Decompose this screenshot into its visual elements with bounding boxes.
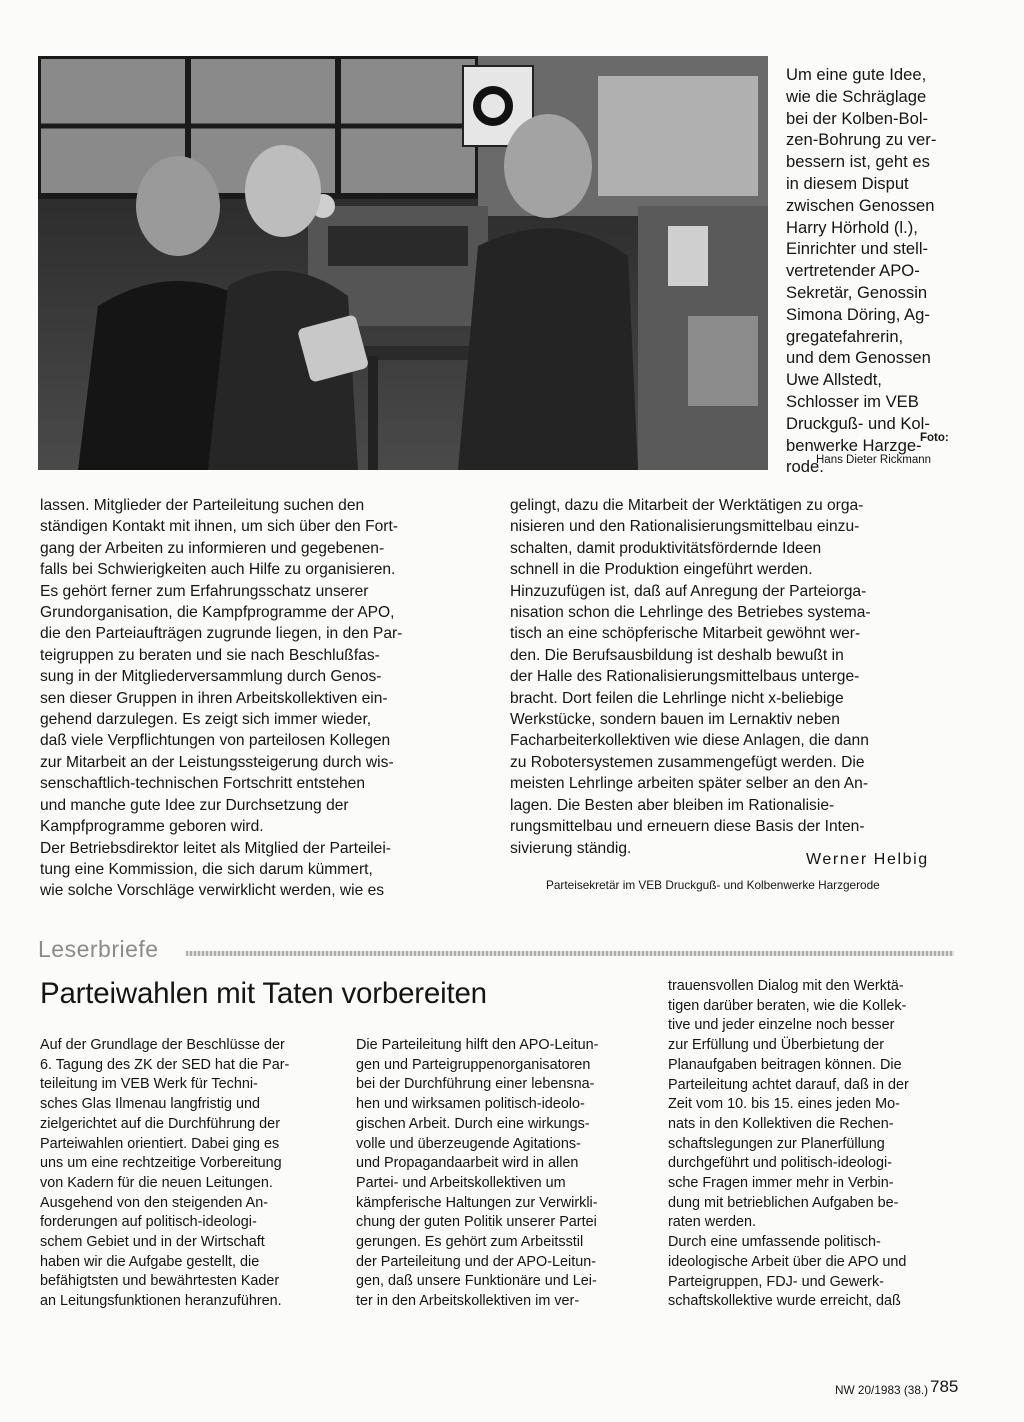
letter-line: von Kadern für die neuen Leitungen. <box>40 1174 273 1191</box>
letter-line: sches Glas Ilmenau langfristig und <box>40 1096 260 1113</box>
article-line: gang der Arbeiten zu informieren und gegebenen- <box>40 539 385 557</box>
caption-line: Harry Hörhold (l.), <box>786 217 918 237</box>
article-line: falls bei Schwierigkeiten auch Hilfe zu organisieren. <box>40 561 396 579</box>
workshop-photo-icon <box>38 56 768 470</box>
letter-line: Planaufgaben beitragen können. Die <box>668 1056 902 1073</box>
caption-line: Sekretär, Genossin <box>786 282 928 302</box>
article-line: teigruppen zu beraten und sie nach Beschlußfas- <box>40 646 380 664</box>
letter-line: tigen darüber beraten, wie die Kollek- <box>668 997 907 1014</box>
article-line: meisten Lehrlinge arbeiten später selber an den An- <box>510 775 869 793</box>
letter-line: 6. Tagung des ZK der SED hat die Par- <box>40 1056 290 1073</box>
caption-line: benwerke Harzge- <box>786 435 922 455</box>
caption-line: Simona Döring, Ag- <box>786 304 930 324</box>
letter-line: bei der Durchführung einer lebensna- <box>356 1076 595 1093</box>
letter-line: nats in den Kollektiven die Rechen- <box>668 1115 894 1132</box>
article-line: die den Parteiaufträgen zugrunde liegen, in den Par- <box>40 625 403 643</box>
letter-line: Parteileitung achtet darauf, daß in der <box>668 1076 909 1093</box>
article-line: sen dieser Gruppen in ihren Arbeitskollektiven ein- <box>40 689 388 707</box>
article-line: den. Die Berufsausbildung ist deshalb bewußt in <box>510 646 844 664</box>
section-label: Leserbriefe <box>38 936 159 962</box>
letter-line: Die Parteileitung hilft den APO-Leitun- <box>356 1037 599 1053</box>
section-divider <box>186 951 954 956</box>
letter-line: und Propagandaarbeit wird in allen <box>356 1155 579 1172</box>
article-line: lagen. Die Besten aber bleiben im Rationalisie- <box>510 796 835 814</box>
letter-line: kämpferische Haltungen zur Verwirkli- <box>356 1194 598 1211</box>
letter-line: forderungen auf politisch-ideologi- <box>40 1214 257 1231</box>
caption-line: Druckguß- und Kol- <box>786 413 930 433</box>
caption-line: bei der Kolben-Bol- <box>786 108 929 128</box>
article-line: nisieren und den Rationalisierungsmittelbau einzu- <box>510 518 860 536</box>
article-line: bracht. Dort feilen die Lehrlinge nicht x-beliebige <box>510 689 844 707</box>
article-line: Kampfprogramme geboren wird. <box>40 818 264 836</box>
caption-line: wie die Schräglage <box>786 86 927 106</box>
article-line: zu Robotersystemen zusammengefügt werden. Die <box>510 753 865 771</box>
letter-line: Partei- und Arbeitskollektiven um <box>356 1174 566 1191</box>
caption-line: Einrichter und stell- <box>786 239 929 259</box>
letter-line: zielgerichtet auf die Durchführung der <box>40 1115 280 1132</box>
workshop-photo <box>38 56 768 470</box>
letter-line: gischen Arbeit. Durch eine wirkungs- <box>356 1115 590 1132</box>
caption-line: Um eine gute Idee, <box>786 65 927 84</box>
article-line: der Halle des Rationalisierungsmittelbaus unterge- <box>510 668 860 686</box>
article-line: daß viele Verpflichtungen von parteilosen Kollegen <box>40 732 391 750</box>
caption-line: und dem Genossen <box>786 348 931 368</box>
letter-line: befähigtsten und bewährtesten Kader <box>40 1273 280 1290</box>
letter-line: volle und überzeugende Agitations- <box>356 1135 581 1152</box>
letter-line: dung mit betrieblichen Aufgaben be- <box>668 1194 899 1211</box>
letter-line: schem Gebiet und in der Wirtschaft <box>40 1234 265 1251</box>
letter-line: uns um eine rechtzeitige Vorbereitung <box>40 1155 282 1172</box>
photo-caption <box>786 64 976 478</box>
article-line: Es gehört ferner zum Erfahrungsschatz unserer <box>40 582 369 600</box>
letter-line: Durch eine umfassende politisch- <box>668 1234 881 1251</box>
article-line: senschaftlich-technischen Fortschritt entstehen <box>40 775 366 793</box>
issue-number: NW 20/1983 (38.) <box>835 1383 929 1397</box>
letter-line: gen und Parteigruppenorganisatoren <box>356 1056 591 1073</box>
article-line: nisation schon die Lehrlinge des Betriebes systema- <box>510 604 871 622</box>
article-line: lassen. Mitglieder der Parteileitung suchen den <box>40 497 365 514</box>
caption-line: Uwe Allstedt, <box>786 370 882 390</box>
letter-line: durchgeführt und politisch-ideologi- <box>668 1155 892 1172</box>
letter-line: chung der guten Politik unserer Partei <box>356 1214 597 1231</box>
article-line: Hinzuzufügen ist, daß auf Anregung der Parteiorga- <box>510 582 867 600</box>
article-line: schalten, damit produktivitätsfördernde Ideen <box>510 539 822 557</box>
caption-line: vertretender APO- <box>786 261 920 281</box>
caption-line: bessern ist, geht es <box>786 152 930 172</box>
article-line: gehend darzulegen. Es zeigt sich immer wieder, <box>40 711 372 729</box>
article-column-2 <box>510 495 956 859</box>
article-line: tung eine Kommission, die sich darum kümmert, <box>40 860 373 878</box>
article-line: wie solche Vorschläge verwirklicht werden, wie es <box>40 882 385 900</box>
letter-line: sche Fragen immer mehr in Verbin- <box>668 1175 894 1192</box>
article-line: Der Betriebsdirektor leitet als Mitglied der Parteilei- <box>40 839 391 857</box>
letter-line: tive und jeder einzelne noch besser <box>668 1017 895 1034</box>
caption-line: gregatefahrerin, <box>786 326 904 346</box>
letter-line: gerungen. Es gehört zum Arbeitsstil <box>356 1234 584 1251</box>
caption-line: zwischen Genossen <box>786 195 935 215</box>
letter-line: haben wir die Aufgabe gestellt, die <box>40 1253 260 1270</box>
article-line: zur Mitarbeit an der Leistungssteigerung durch wis- <box>40 753 394 771</box>
letters-headline: Parteiwahlen mit Taten vorbereiten <box>40 977 487 1010</box>
photo-credit-label: Foto: <box>920 432 949 444</box>
letter-line: gen, daß unsere Funktionäre und Lei- <box>356 1273 597 1290</box>
article-line: schnell in die Produktion eingeführt werden. <box>510 561 813 579</box>
article-line: rungsmittelbau und erneuern diese Basis der Inten- <box>510 818 865 836</box>
letters-column-1 <box>40 1036 330 1312</box>
article-line: Werkstücke, sondern bauen im Lernaktiv neben <box>510 711 840 729</box>
article-author: Werner Helbig <box>806 851 929 868</box>
caption-line: zen-Bohrung zu ver- <box>786 130 937 150</box>
letters-column-2 <box>356 1036 642 1312</box>
letter-line: hen und wirksamen politisch-ideolo- <box>356 1096 585 1113</box>
caption-line: rode. <box>786 457 824 477</box>
letter-line: der Parteileitung und der APO-Leitun- <box>356 1253 596 1270</box>
letter-line: Zeit vom 10. bis 15. eines jeden Mo- <box>668 1096 900 1113</box>
letter-line: trauensvollen Dialog mit den Werktä- <box>668 978 904 994</box>
page-number: 785 <box>930 1377 959 1396</box>
letter-line: schaftslegungen zur Planerfüllung <box>668 1135 885 1152</box>
article-author-role: Parteisekretär im VEB Druckguß- und Kolbenwerke Harzgerode <box>546 878 880 892</box>
article-line: tisch an eine schöpferische Mitarbeit gewöhnt wer- <box>510 625 861 643</box>
letter-line: ideologische Arbeit über die APO und <box>668 1253 907 1270</box>
letter-line: Auf der Grundlage der Beschlüsse der <box>40 1037 285 1053</box>
article-line: sivierung ständig. <box>510 839 632 857</box>
letter-line: ter in den Arbeitskollektiven im ver- <box>356 1293 580 1310</box>
letter-line: schaftskollektive wurde erreicht, daß <box>668 1293 901 1310</box>
photo-credit-name: Hans Dieter Rickmann <box>816 454 932 466</box>
article-line: ständigen Kontakt mit ihnen, um sich über den Fort- <box>40 518 398 536</box>
letter-line: raten werden. <box>668 1214 756 1231</box>
article-line: Grundorganisation, die Kampfprogramme der APO, <box>40 604 395 622</box>
article-line: Facharbeiterkollektiven wie diese Anlagen, die dann <box>510 732 869 750</box>
letter-line: an Leitungsfunktionen heranzuführen. <box>40 1293 282 1310</box>
article-line: sung in der Mitgliederversammlung durch Genos- <box>40 668 382 686</box>
caption-line: in diesem Disput <box>786 173 909 193</box>
letters-column-3 <box>668 977 962 1312</box>
article-line: und manche gute Idee zur Durchsetzung der <box>40 796 349 814</box>
caption-line: Schlosser im VEB <box>786 391 919 411</box>
letter-line: zur Erfüllung und Überbietung der <box>668 1037 884 1054</box>
letter-line: teileitung im VEB Werk für Techni- <box>40 1076 258 1093</box>
article-line: gelingt, dazu die Mitarbeit der Werktätigen zu orga- <box>510 497 864 514</box>
letter-line: Parteiwahlen orientiert. Dabei ging es <box>40 1135 280 1152</box>
article-column-1 <box>40 495 494 902</box>
letter-line: Parteigruppen, FDJ- und Gewerk- <box>668 1273 884 1290</box>
letter-line: Ausgehend von den steigenden An- <box>40 1194 269 1211</box>
